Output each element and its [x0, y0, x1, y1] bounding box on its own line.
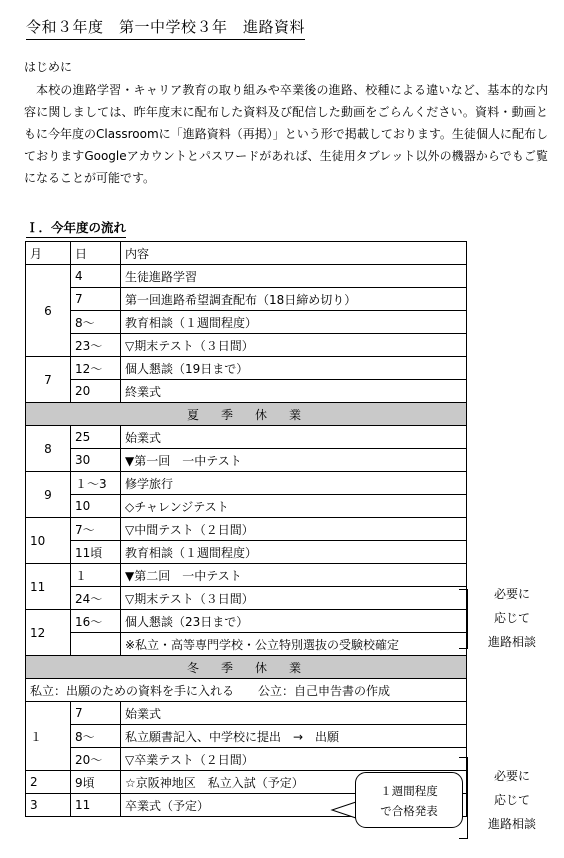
summer-vacation-row	[26, 403, 467, 426]
day-cell: １	[71, 564, 121, 587]
table-row	[26, 702, 467, 725]
consult-line: 応じて	[493, 611, 530, 625]
month-cell: 2	[26, 771, 71, 794]
vacation-label: 冬季休業	[26, 656, 467, 679]
month-cell: 9	[26, 472, 71, 518]
event-cell: ▼第一回 一中テスト	[121, 449, 467, 472]
day-cell: １～3	[71, 472, 121, 495]
day-cell: 7～	[71, 518, 121, 541]
winter-note: 私立：出願のための資料を手に入れる 公立：自己申告書の作成	[26, 679, 467, 702]
bubble-line: で合格発表	[380, 804, 438, 818]
table-row	[26, 748, 467, 771]
event-cell: ◇チャレンジテスト	[121, 495, 467, 518]
day-cell: 7	[71, 702, 121, 725]
announcement-bubble	[355, 772, 463, 828]
month-cell: 12	[26, 610, 71, 656]
table-row	[26, 587, 467, 610]
day-cell: 23～	[71, 334, 121, 357]
winter-vacation-row	[26, 656, 467, 679]
day-cell: 20～	[71, 748, 121, 771]
month-cell: 7	[26, 357, 71, 403]
day-cell: 9頃	[71, 771, 121, 794]
event-cell: 教育相談（１週間程度）	[121, 311, 467, 334]
event-cell: 終業式	[121, 380, 467, 403]
consult-line: 必要に	[493, 587, 530, 601]
table-row	[26, 564, 467, 587]
day-cell: 16～	[71, 610, 121, 633]
table-row	[26, 311, 467, 334]
day-cell: 20	[71, 380, 121, 403]
day-cell: 4	[71, 265, 121, 288]
table-row	[26, 518, 467, 541]
table-row	[26, 426, 467, 449]
day-cell: 10	[71, 495, 121, 518]
event-cell: 生徒進路学習	[121, 265, 467, 288]
month-cell: 11	[26, 564, 71, 610]
bubble-line: １週間程度	[380, 784, 438, 798]
event-cell: 始業式	[121, 426, 467, 449]
event-cell: 個人懇談（19日まで）	[121, 357, 467, 380]
table-row	[26, 725, 467, 748]
table-row	[26, 288, 467, 311]
table-row	[26, 541, 467, 564]
month-cell: 6	[26, 265, 71, 357]
header-day: 日	[71, 242, 121, 265]
day-cell	[71, 633, 121, 656]
day-cell: 25	[71, 426, 121, 449]
event-cell: ※私立・高等専門学校・公立特別選抜の受験校確定	[121, 633, 467, 656]
intro-paragraph: 本校の進路学習・キャリア教育の取り組みや卒業後の進路、校種による違いなど、基本的な内容に関しましては、昨年度末に配布した資料及び配信した動画をごらんください。資料・動画ともに今年度のClassroomに「進路資料（再掲）」という形で掲載しております。生徒個人に配布しておりますGoogleアカウントとパスワードがあれば、生徒用タブレット以外の機器からでもご覧になることが可能です。	[24, 83, 548, 185]
month-cell: １	[26, 702, 71, 771]
header-content: 内容	[121, 242, 467, 265]
table-row	[26, 610, 467, 633]
event-cell: 卒業式（予定）	[121, 794, 467, 817]
day-cell: 24～	[71, 587, 121, 610]
event-cell: ▽卒業テスト（２日間）	[121, 748, 467, 771]
day-cell: 11	[71, 794, 121, 817]
table-row	[26, 633, 467, 656]
month-cell: 8	[26, 426, 71, 472]
event-cell: ▼第二回 一中テスト	[121, 564, 467, 587]
event-cell: ▽中間テスト（２日間）	[121, 518, 467, 541]
day-cell: 11頃	[71, 541, 121, 564]
event-cell: 教育相談（１週間程度）	[121, 541, 467, 564]
table-row	[26, 380, 467, 403]
bracket-upper	[459, 589, 468, 649]
table-row	[26, 449, 467, 472]
event-cell: ☆京阪神地区 私立入試（予定）	[121, 771, 467, 794]
day-cell: 30	[71, 449, 121, 472]
event-cell: 修学旅行	[121, 472, 467, 495]
table-row	[26, 265, 467, 288]
event-cell: 第一回進路希望調査配布（18日締め切り）	[121, 288, 467, 311]
consult-line: 進路相談	[487, 635, 536, 649]
consult-line: 応じて	[493, 793, 530, 807]
section-title: Ｉ．今年度の流れ	[26, 218, 126, 238]
event-cell: 始業式	[121, 702, 467, 725]
header-month: 月	[26, 242, 71, 265]
month-cell: 10	[26, 518, 71, 564]
vacation-label: 夏季休業	[26, 403, 467, 426]
month-cell: 3	[26, 794, 71, 817]
day-cell: 7	[71, 288, 121, 311]
event-cell: 私立願書記入、中学校に提出 → 出願	[121, 725, 467, 748]
table-row	[26, 472, 467, 495]
table-row	[26, 357, 467, 380]
event-cell: ▽期末テスト（３日間）	[121, 334, 467, 357]
intro-heading: はじめに	[24, 60, 73, 74]
day-cell: 8～	[71, 311, 121, 334]
consult-line: 必要に	[493, 769, 530, 783]
consult-note-lower	[477, 764, 547, 836]
event-cell: 個人懇談（23日まで）	[121, 610, 467, 633]
day-cell: 12～	[71, 357, 121, 380]
table-header-row	[26, 242, 467, 265]
day-cell: 8～	[71, 725, 121, 748]
winter-note-row	[26, 679, 467, 702]
schedule-table	[25, 241, 467, 817]
table-row	[26, 334, 467, 357]
event-cell: ▽期末テスト（３日間）	[121, 587, 467, 610]
consult-note-upper	[477, 582, 547, 654]
page-title: 令和３年度 第一中学校３年 進路資料	[26, 16, 305, 40]
table-row	[26, 495, 467, 518]
consult-line: 進路相談	[487, 817, 536, 831]
